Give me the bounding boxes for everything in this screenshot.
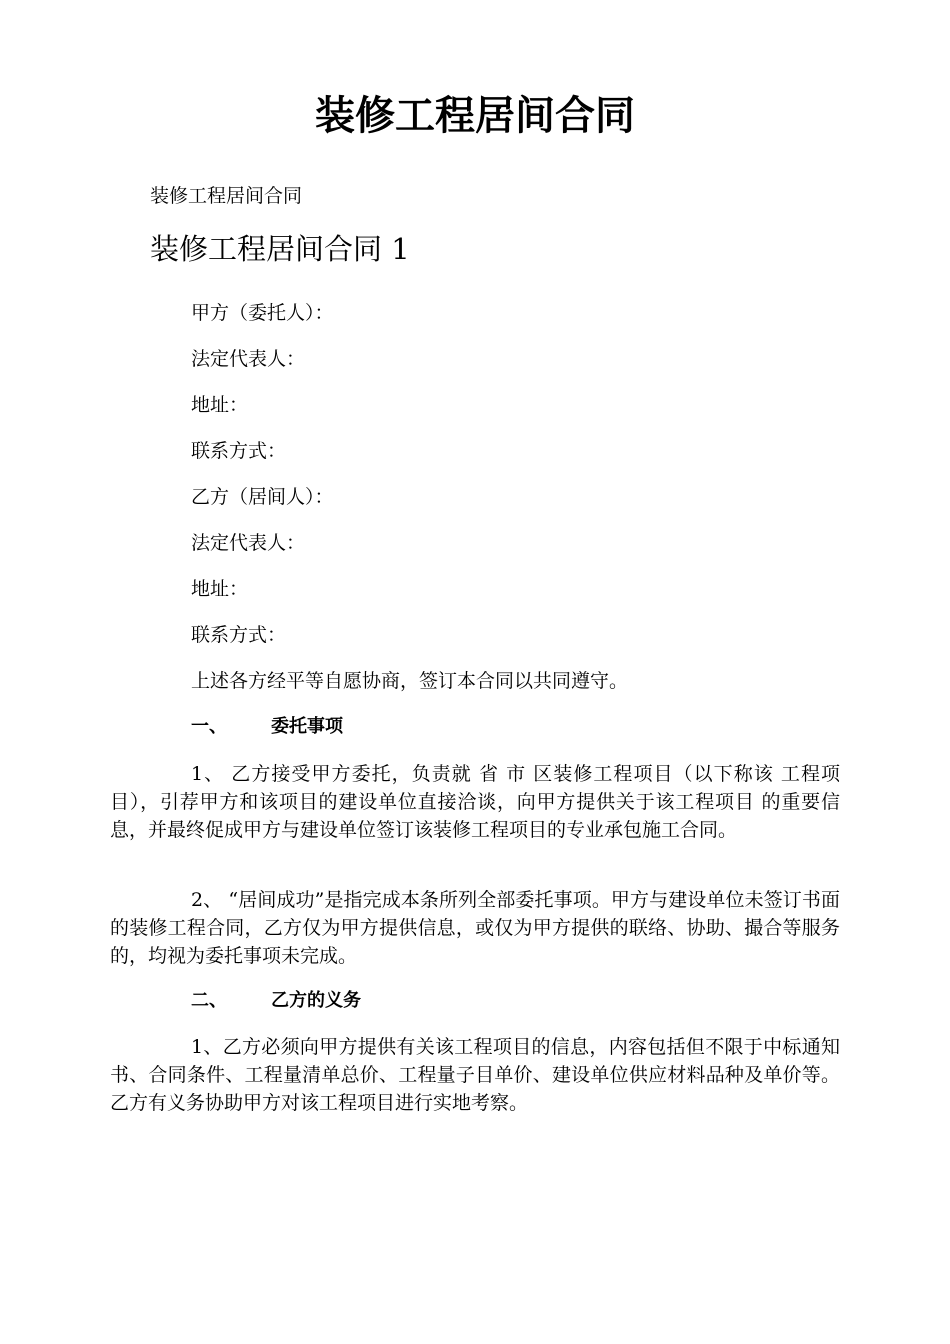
party-b-rep-label: 法定代表人： <box>191 532 306 554</box>
party-a-contact-label: 联系方式： <box>191 440 287 462</box>
party-b-label: 乙方（居间人）： <box>191 486 334 508</box>
party-b-address-label: 地址： <box>191 578 249 600</box>
section-paragraph: 2、 “居间成功”是指完成本条所列全部委托事项。甲方与建设单位未签订书面的装修工程合同，乙方仅为甲方提供信息，或仅为甲方提供的联络、协助、撮合等服务的，均视为委托事项未完成。 <box>110 889 840 967</box>
preamble: 上述各方经平等自愿协商，签订本合同以共同遵守。 <box>191 670 629 692</box>
section-paragraph: 1、乙方必须向甲方提供有关该工程项目的信息，内容包括但不限于中标通知书、合同条件、工程量清单总价、工程量子目单价、建设单位供应材料品种及单价等。乙方有义务协助甲方对该工程项目进行实地考察。 <box>110 1036 840 1114</box>
section-number: 二、 <box>191 990 227 1011</box>
party-a-address-label: 地址： <box>191 394 249 416</box>
document-heading: 装修工程居间合同 1 <box>150 232 410 266</box>
section-title: 乙方的义务 <box>271 990 361 1011</box>
party-a-label: 甲方（委托人）： <box>191 302 334 324</box>
document-title: 装修工程居间合同 <box>315 93 635 139</box>
party-b-contact-label: 联系方式： <box>191 624 287 646</box>
section-number: 一、 <box>191 716 227 737</box>
section-title: 委托事项 <box>271 716 343 737</box>
section-paragraph: 1、 乙方接受甲方委托，负责就 省 市 区装修工程项目（以下称该 工程项目），引荐甲方和该项目的建设单位直接洽谈，向甲方提供关于该工程项目 的重要信息，并最终促成甲方与建设单位签订该装修工程项目的专业承包施工合同。 <box>110 763 840 841</box>
section-heading <box>191 713 343 741</box>
party-a-rep-label: 法定代表人： <box>191 348 306 370</box>
document-subtitle: 装修工程居间合同 <box>150 185 303 207</box>
section-heading <box>191 987 361 1015</box>
